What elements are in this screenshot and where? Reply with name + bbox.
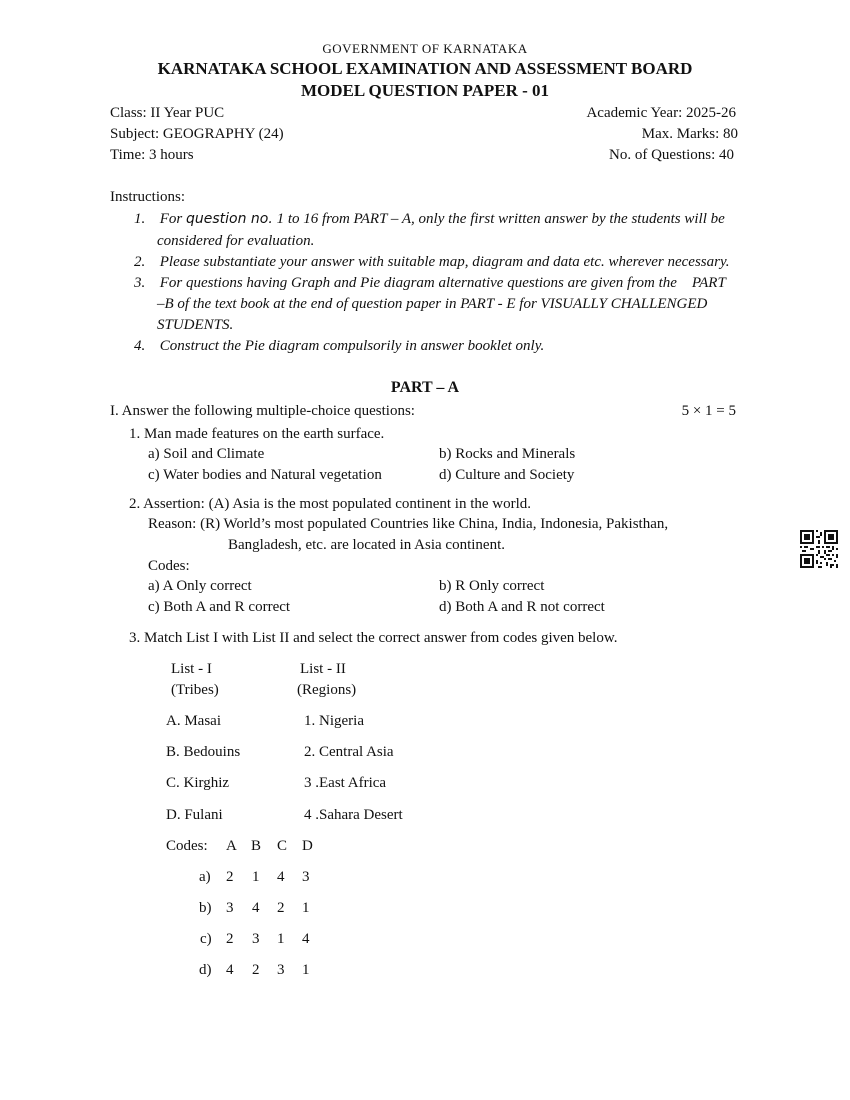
q3-option-value: 4 (226, 962, 234, 978)
q3-list1-sub: (Tribes) (171, 682, 219, 698)
q3-option-label: a) (199, 869, 211, 885)
q3-option-label: d) (199, 962, 212, 978)
q3-stem: 3. Match List I with List II and select the correct answer from codes given below. (129, 630, 618, 646)
q1-stem: 1. Man made features on the earth surface. (129, 426, 385, 442)
instruction-text: 1 to 16 from PART – A, only the first written answer by the students will be (272, 211, 725, 227)
subject-info: Subject: GEOGRAPHY (24) (110, 126, 284, 142)
q3-code-head: A (226, 838, 237, 854)
part-a-title: PART – A (390, 379, 460, 396)
q2-option-b: b) R Only correct (439, 578, 545, 594)
q3-option-value: 2 (277, 900, 285, 916)
q3-code-head: B (251, 838, 262, 854)
section-marks: 5 × 1 = 5 (681, 403, 736, 419)
instruction-text: For questions having Graph and Pie diagram alternative questions are given from the PART (159, 275, 726, 291)
q3-option-value: 3 (226, 900, 234, 916)
q2-option-d: d) Both A and R not correct (439, 599, 605, 615)
q3-option-value: 3 (277, 962, 285, 978)
instruction-number: 3. (134, 275, 146, 291)
q3-option-label: b) (199, 900, 212, 916)
instruction-number: 1. (134, 211, 146, 227)
time-info: Time: 3 hours (110, 147, 194, 163)
q3-list2-item: 4 .Sahara Desert (304, 807, 403, 823)
qr-code-icon (800, 530, 838, 568)
q3-list2-item: 3 .East Africa (304, 775, 387, 791)
instruction-number: 2. (134, 254, 146, 270)
instructions-heading: Instructions: (110, 189, 185, 205)
q3-option-value: 4 (302, 931, 310, 947)
class-info: Class: II Year PUC (110, 105, 225, 121)
q3-option-value: 4 (252, 900, 260, 916)
q2-codes-label: Codes: (148, 558, 190, 574)
q3-option-value: 3 (302, 869, 310, 885)
instruction-4 (134, 337, 544, 355)
q3-option-value: 1 (252, 869, 260, 885)
instruction-3 (134, 274, 726, 292)
q1-option-a: a) Soil and Climate (148, 446, 265, 462)
q1-option-c: c) Water bodies and Natural vegetation (148, 467, 382, 483)
q3-list1-item: A. Masai (166, 713, 221, 729)
board-heading: KARNATAKA SCHOOL EXAMINATION AND ASSESSMENT BOARD (157, 59, 693, 78)
section-instruction: I. Answer the following multiple-choice questions: (110, 403, 415, 419)
instruction-text: Please substantiate your answer with suitable map, diagram and data etc. wherever necessary. (159, 254, 730, 270)
q3-list1-item: C. Kirghiz (166, 775, 230, 791)
government-heading: GOVERNMENT OF KARNATAKA (322, 41, 528, 56)
question-count: No. of Questions: 40 (609, 147, 734, 163)
q3-code-head: C (277, 838, 288, 854)
instruction-highlight: question no. (186, 211, 273, 227)
q3-list2-item: 2. Central Asia (304, 744, 394, 760)
q3-list2-item: 1. Nigeria (304, 713, 364, 729)
q2-option-a: a) A Only correct (148, 578, 252, 594)
instruction-3-cont2: STUDENTS. (157, 317, 234, 333)
q2-option-c: c) Both A and R correct (148, 599, 291, 615)
instruction-text: Construct the Pie diagram compulsorily in answer booklet only. (159, 338, 545, 354)
q1-option-b: b) Rocks and Minerals (439, 446, 576, 462)
q3-option-value: 3 (252, 931, 260, 947)
q2-reason: Reason: (R) World’s most populated Countries like China, India, Indonesia, Pakisthan, (148, 516, 669, 532)
instruction-number: 4. (134, 338, 146, 354)
q3-option-label: c) (200, 931, 212, 947)
q3-list1-heading: List - I (171, 661, 212, 677)
q3-option-value: 1 (302, 962, 310, 978)
q3-list1-item: D. Fulani (166, 807, 223, 823)
instruction-1 (134, 210, 725, 228)
q3-code-head: D (302, 838, 313, 854)
q3-option-value: 2 (226, 869, 234, 885)
q3-list2-heading: List - II (300, 661, 346, 677)
instruction-text: For (159, 211, 186, 227)
q3-option-value: 4 (277, 869, 285, 885)
q3-codes-label: Codes: (166, 838, 208, 854)
q3-option-value: 1 (302, 900, 310, 916)
q2-reason-cont: Bangladesh, etc. are located in Asia continent. (228, 537, 505, 553)
instruction-1-cont: considered for evaluation. (157, 233, 315, 249)
q3-option-value: 2 (226, 931, 234, 947)
q1-option-d: d) Culture and Society (439, 467, 575, 483)
q3-list1-item: B. Bedouins (166, 744, 241, 760)
instruction-3-cont: –B of the text book at the end of question paper in PART - E for VISUALLY CHALLENGED (157, 296, 708, 312)
paper-title: MODEL QUESTION PAPER - 01 (300, 81, 550, 100)
q3-option-value: 1 (277, 931, 285, 947)
q2-assertion: 2. Assertion: (A) Asia is the most populated continent in the world. (129, 496, 532, 512)
max-marks: Max. Marks: 80 (641, 126, 738, 142)
academic-year: Academic Year: 2025-26 (586, 105, 736, 121)
q3-list2-sub: (Regions) (297, 682, 357, 698)
q3-option-value: 2 (252, 962, 260, 978)
instruction-2 (134, 253, 730, 271)
